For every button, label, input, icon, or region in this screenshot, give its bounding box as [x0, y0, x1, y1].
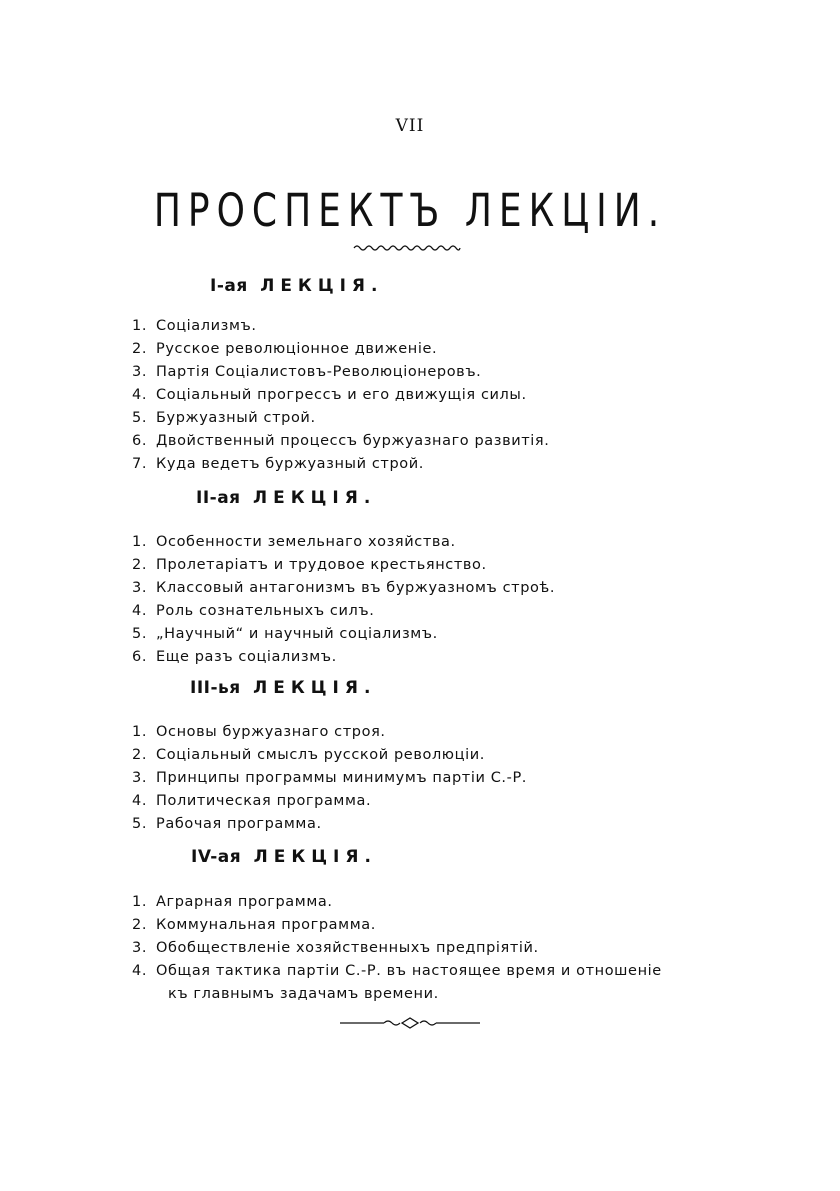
section-title [210, 276, 820, 296]
lecture-topic-list [0, 721, 820, 836]
list-item: 3. Принципы программы минимумъ партіи С.-Р. [132, 770, 528, 786]
list-item: 4. Роль сознательныхъ силъ. [132, 603, 375, 619]
list-item: 5. Буржуазный строй. [132, 410, 316, 426]
list-item: 2. Коммунальная программа. [132, 917, 376, 933]
list-item: 3. Классовый антагонизмъ въ буржуазномъ строѣ. [132, 580, 556, 596]
section-word: ЛЕКЦІЯ. [253, 678, 377, 698]
lecture-section-4 [0, 847, 820, 1006]
section-number: ІІІ-ья [190, 678, 241, 698]
list-item: 3. Обобществленіе хозяйственныхъ предпріятій. [132, 940, 539, 956]
lecture-topic-list [0, 531, 820, 669]
list-item: 3. Партія Соціалистовъ-Революціонеровъ. [132, 364, 482, 380]
wave-rule-ornament [352, 243, 462, 253]
list-item: 5. „Научный“ и научный соціализмъ. [132, 626, 438, 642]
section-title [190, 678, 820, 698]
page-title: ПРОСПЕКТЪ ЛЕКЦІИ. [153, 186, 667, 238]
list-item: 1. Соціализмъ. [132, 318, 257, 334]
lecture-topic-list [0, 891, 820, 1006]
item-text-continuation: къ главнымъ задачамъ времени. [168, 986, 439, 1002]
end-ornament [340, 1017, 480, 1029]
list-item: 1. Особенности земельнаго хозяйства. [132, 534, 456, 550]
section-title [196, 488, 820, 508]
lecture-section-2 [0, 488, 820, 669]
section-number: І-ая [210, 276, 248, 296]
list-item: 4. Общая тактика партіи С.-Р. въ настоящее время и отношеніе къ главнымъ задачамъ времени. [0, 960, 820, 1006]
section-word: ЛЕКЦІЯ. [253, 847, 377, 867]
list-item: 2. Русское революціонное движеніе. [132, 341, 438, 357]
list-item: 1. Основы буржуазнаго строя. [132, 724, 386, 740]
list-item: 6. Еще разъ соціализмъ. [132, 649, 337, 665]
list-item: 7. Куда ведетъ буржуазный строй. [132, 456, 424, 472]
list-item: 1. Аграрная программа. [132, 894, 333, 910]
list-item: 6. Двойственный процессъ буржуазнаго развитія. [132, 433, 550, 449]
section-word: ЛЕКЦІЯ. [260, 276, 384, 296]
section-number: ІV-ая [191, 847, 242, 867]
section-number: ІІ-ая [196, 488, 241, 508]
list-item: 5. Рабочая программа. [132, 816, 322, 832]
list-item: 2. Соціальный смыслъ русской революціи. [132, 747, 485, 763]
lecture-topic-list [0, 315, 820, 476]
list-item: 4. Соціальный прогрессъ и его движущія силы. [132, 387, 527, 403]
list-item: 2. Пролетаріатъ и трудовое крестьянство. [132, 557, 487, 573]
section-word: ЛЕКЦІЯ. [253, 488, 377, 508]
item-text: Общая тактика партіи С.-Р. въ настоящее время и отношеніе [156, 963, 662, 979]
page-number: VII [395, 116, 425, 136]
lecture-section-1 [0, 276, 820, 476]
list-item: 4. Политическая программа. [132, 793, 372, 809]
lecture-section-3 [0, 678, 820, 836]
section-title [191, 847, 820, 867]
